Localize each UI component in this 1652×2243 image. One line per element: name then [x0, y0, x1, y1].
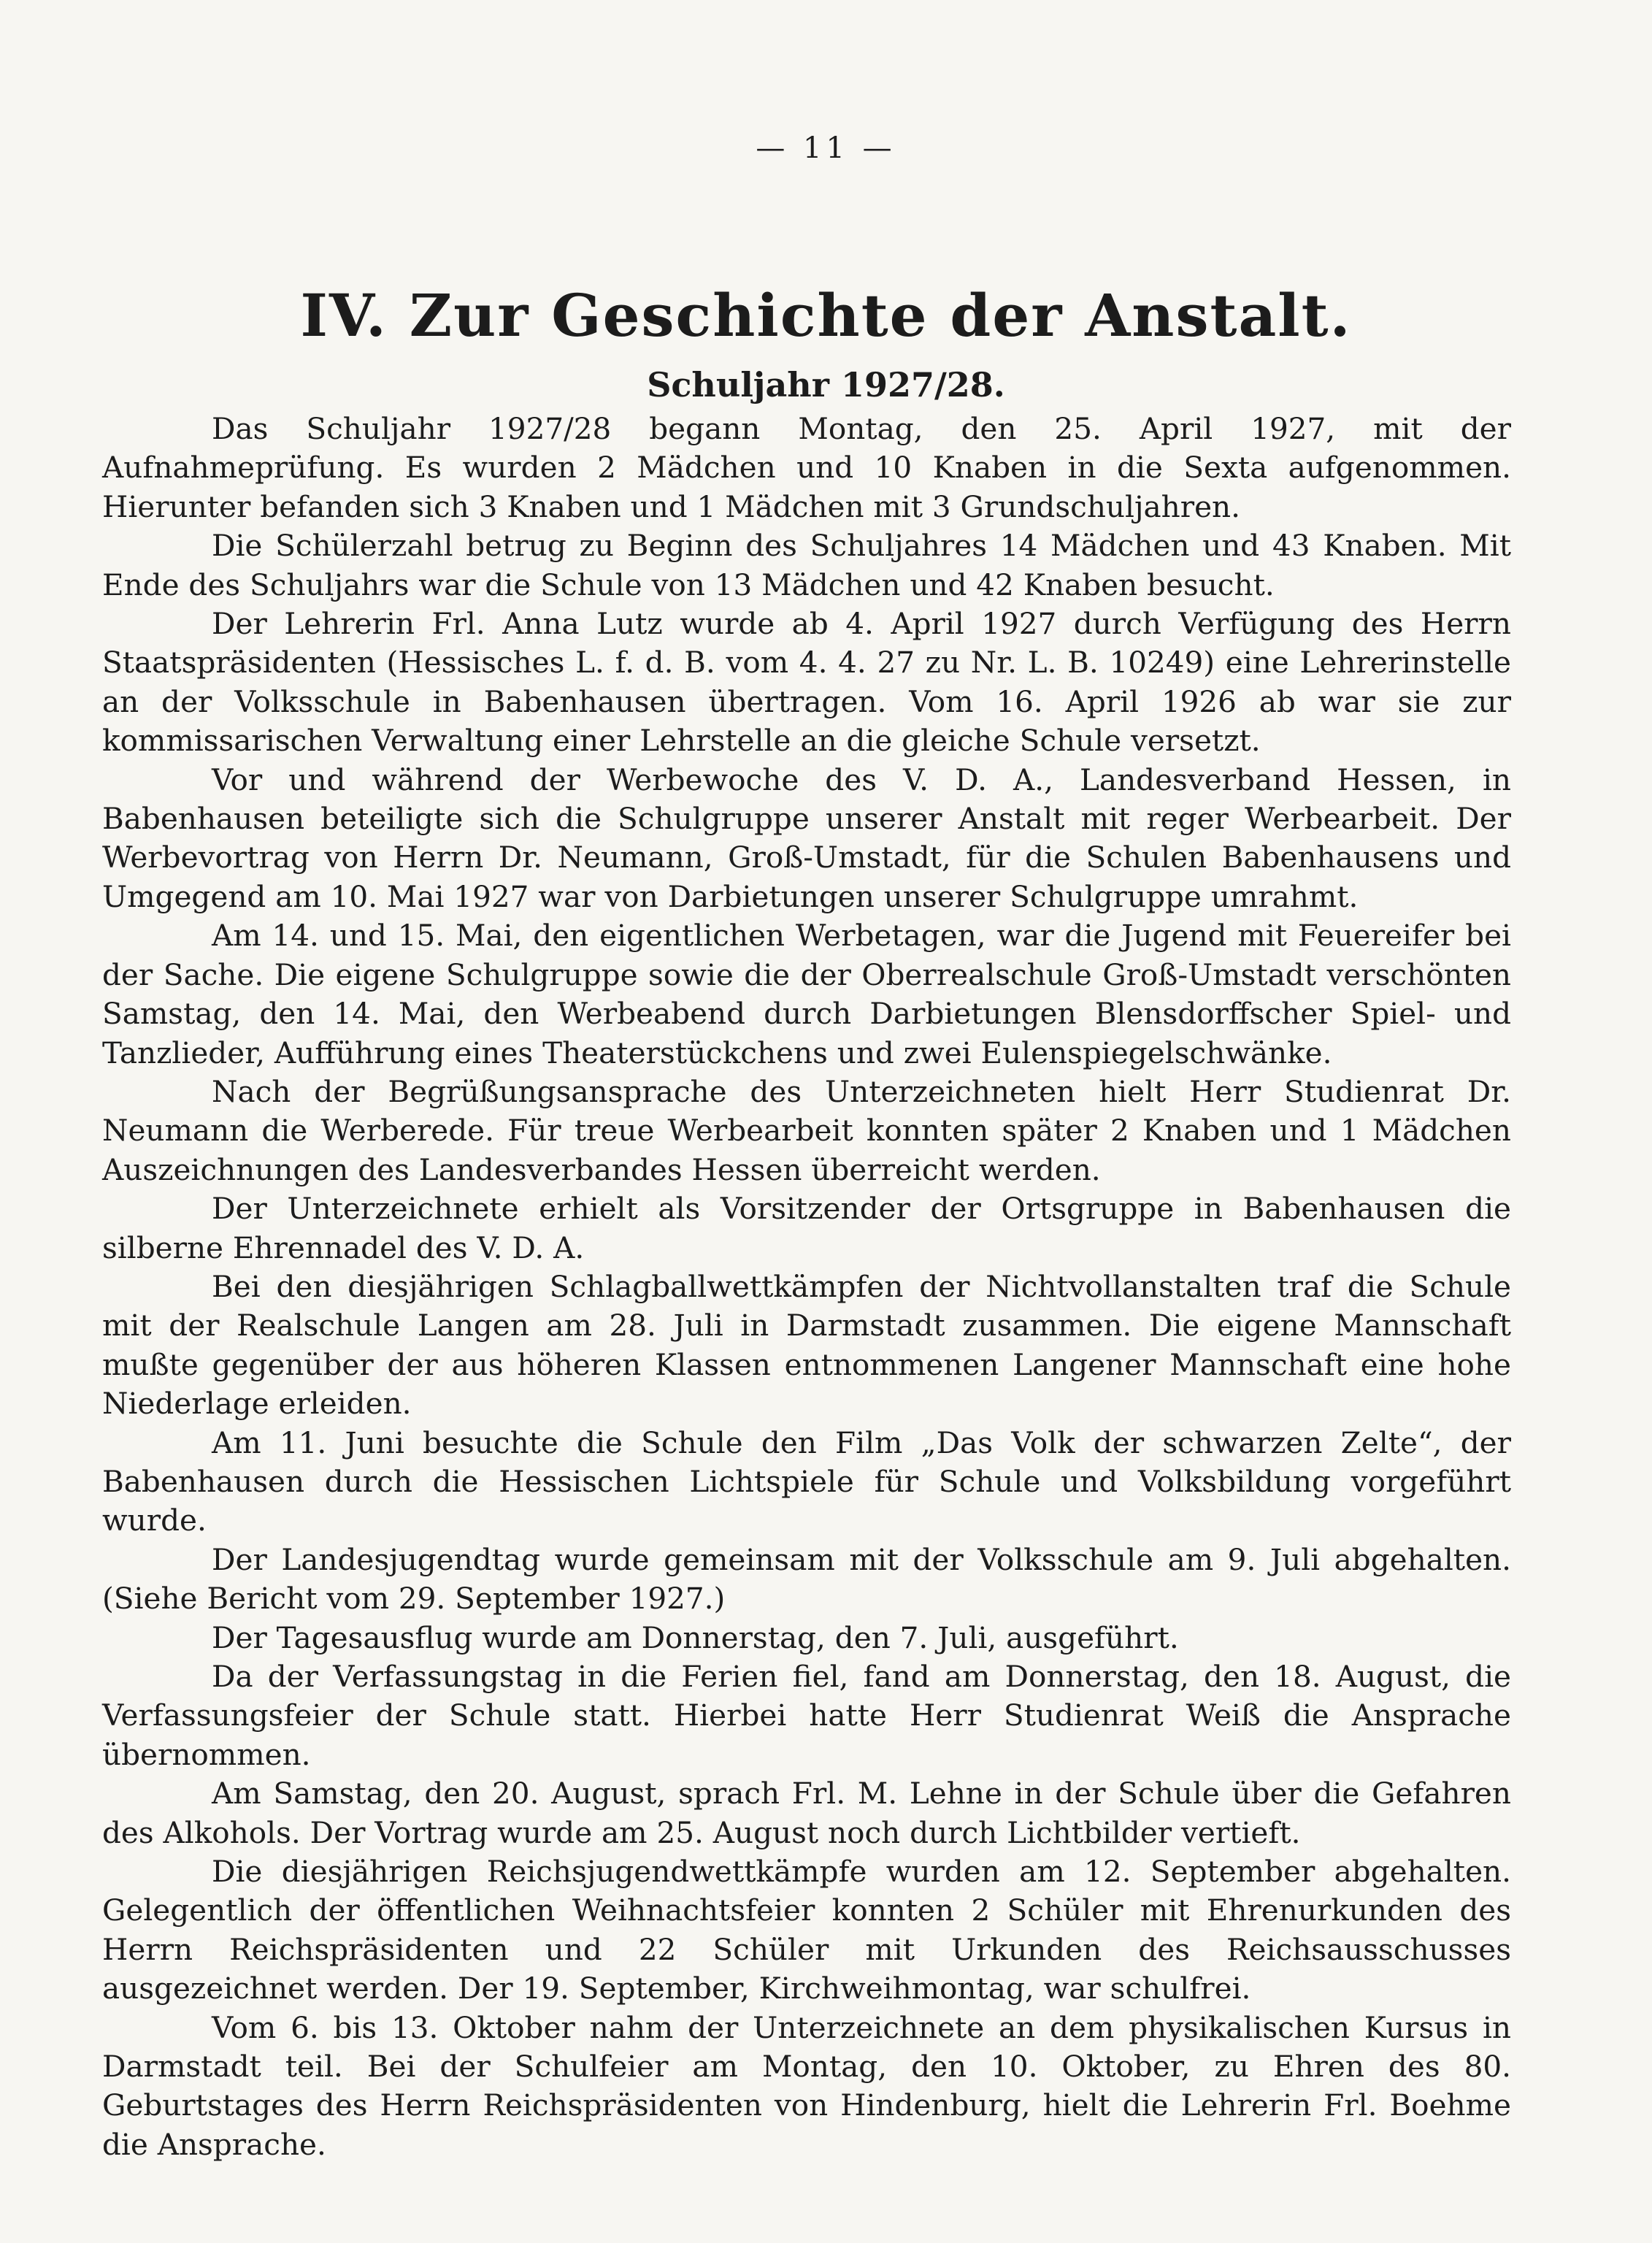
paragraph: Am 11. Juni besuchte die Schule den Film „Das Volk der schwarzen Zelte“, der Babenhausen durch die Hessischen Lichtspiele für Schule und Volksbildung vorgeführt wurde.	[102, 1425, 1511, 1538]
paragraph: Vom 6. bis 13. Oktober nahm der Unterzeichnete an dem physikalischen Kursus in Darmstadt teil. Bei der Schulfeier am Montag, den 10. Oktober, zu Ehren des 80. Geburtstages des Herrn Reichspräsidenten von Hindenburg, hielt die Lehrerin Frl. Boehme die Ansprache.	[102, 2009, 1511, 2162]
paragraph: Der Landesjugendtag wurde gemeinsam mit der Volksschule am 9. Juli abgehalten. (Siehe Bericht vom 29. September 1927.)	[102, 1541, 1511, 1617]
paragraph: Vor und während der Werbewoche des V. D. A., Landesverband Hessen, in Babenhausen beteiligte sich die Schulgruppe unserer Anstalt mit reger Werbearbeit. Der Werbevortrag von Herrn Dr. Neumann, Groß-Umstadt, für die Schulen Babenhausens und Umgegend am 10. Mai 1927 war von Darbietungen unserer Schulgruppe umrahmt.	[102, 762, 1511, 914]
paragraph: Am Samstag, den 20. August, sprach Frl. M. Lehne in der Schule über die Gefahren des Alkohols. Der Vortrag wurde am 25. August noch durch Lichtbilder vertieft.	[102, 1776, 1511, 1850]
paragraph: Der Unterzeichnete erhielt als Vorsitzender der Ortsgruppe in Babenhausen die silberne Ehrennadel des V. D. A.	[102, 1191, 1511, 1265]
body-text	[102, 410, 1511, 2164]
paragraph: Die Schülerzahl betrug zu Beginn des Schuljahres 14 Mädchen und 43 Knaben. Mit Ende des Schuljahrs war die Schule von 13 Mädchen und 42 Knaben besucht.	[102, 528, 1511, 602]
paragraph: Der Lehrerin Frl. Anna Lutz wurde ab 4. April 1927 durch Verfügung des Herrn Staatspräsidenten (Hessisches L. f. d. B. vom 4. 4. 27 zu Nr. L. B. 10249) eine Lehrerinstelle an der Volksschule in Babenhausen übertragen. Vom 16. April 1926 ab war sie zur kommissarischen Verwaltung einer Lehrstelle an die gleiche Schule versetzt.	[102, 606, 1511, 759]
paragraph: Die diesjährigen Reichsjugendwettkämpfe wurden am 12. September abgehalten. Gelegentlich der öffentlichen Weihnachtsfeier konnten 2 Schüler mit Ehrenurkunden des Herrn Reichspräsidenten und 22 Schüler mit Urkunden des Reichsausschusses ausgezeichnet werden. Der 19. September, Kirchweihmontag, war schulfrei.	[102, 1854, 1511, 2006]
paragraph: Das Schuljahr 1927/28 begann Montag, den 25. April 1927, mit der Aufnahmeprüfung. Es wurden 2 Mädchen und 10 Knaben in die Sexta aufgenommen. Hierunter befanden sich 3 Knaben und 1 Mädchen mit 3 Grundschuljahren.	[102, 411, 1511, 524]
paragraph: Nach der Begrüßungsansprache des Unterzeichneten hielt Herr Studienrat Dr. Neumann die Werberede. Für treue Werbearbeit konnten später 2 Knaben und 1 Mädchen Auszeichnungen des Landesverbandes Hessen überreicht werden.	[102, 1073, 1511, 1187]
paragraph: Da der Verfassungstag in die Ferien fiel, fand am Donnerstag, den 18. August, die Verfassungsfeier der Schule statt. Hierbei hatte Herr Studienrat Weiß die Ansprache übernommen.	[102, 1659, 1511, 1772]
page-number: — 11 —	[756, 131, 896, 165]
paragraph: Der Tagesausflug wurde am Donnerstag, den 7. Juli, ausgeführt.	[212, 1619, 1179, 1655]
school-year-subheading: Schuljahr 1927/28.	[647, 365, 1005, 404]
paragraph: Am 14. und 15. Mai, den eigentlichen Werbetagen, war die Jugend mit Feuereifer bei der Sache. Die eigene Schulgruppe sowie die der Oberrealschule Groß-Umstadt verschönten Samstag, den 14. Mai, den Werbeabend durch Darbietungen Blensdorffscher Spiel- und Tanzlieder, Aufführung eines Theaterstückchens und zwei Eulenspiegelschwänke.	[102, 918, 1511, 1070]
section-heading: IV. Zur Geschichte der Anstalt.	[300, 281, 1352, 350]
paragraph: Bei den diesjährigen Schlagballwettkämpfen der Nichtvollanstalten traf die Schule mit der Realschule Langen am 28. Juli in Darmstadt zusammen. Die eigene Mannschaft mußte gegenüber der aus höheren Klassen entnommenen Langener Mannschaft eine hohe Niederlage erleiden.	[102, 1268, 1511, 1422]
